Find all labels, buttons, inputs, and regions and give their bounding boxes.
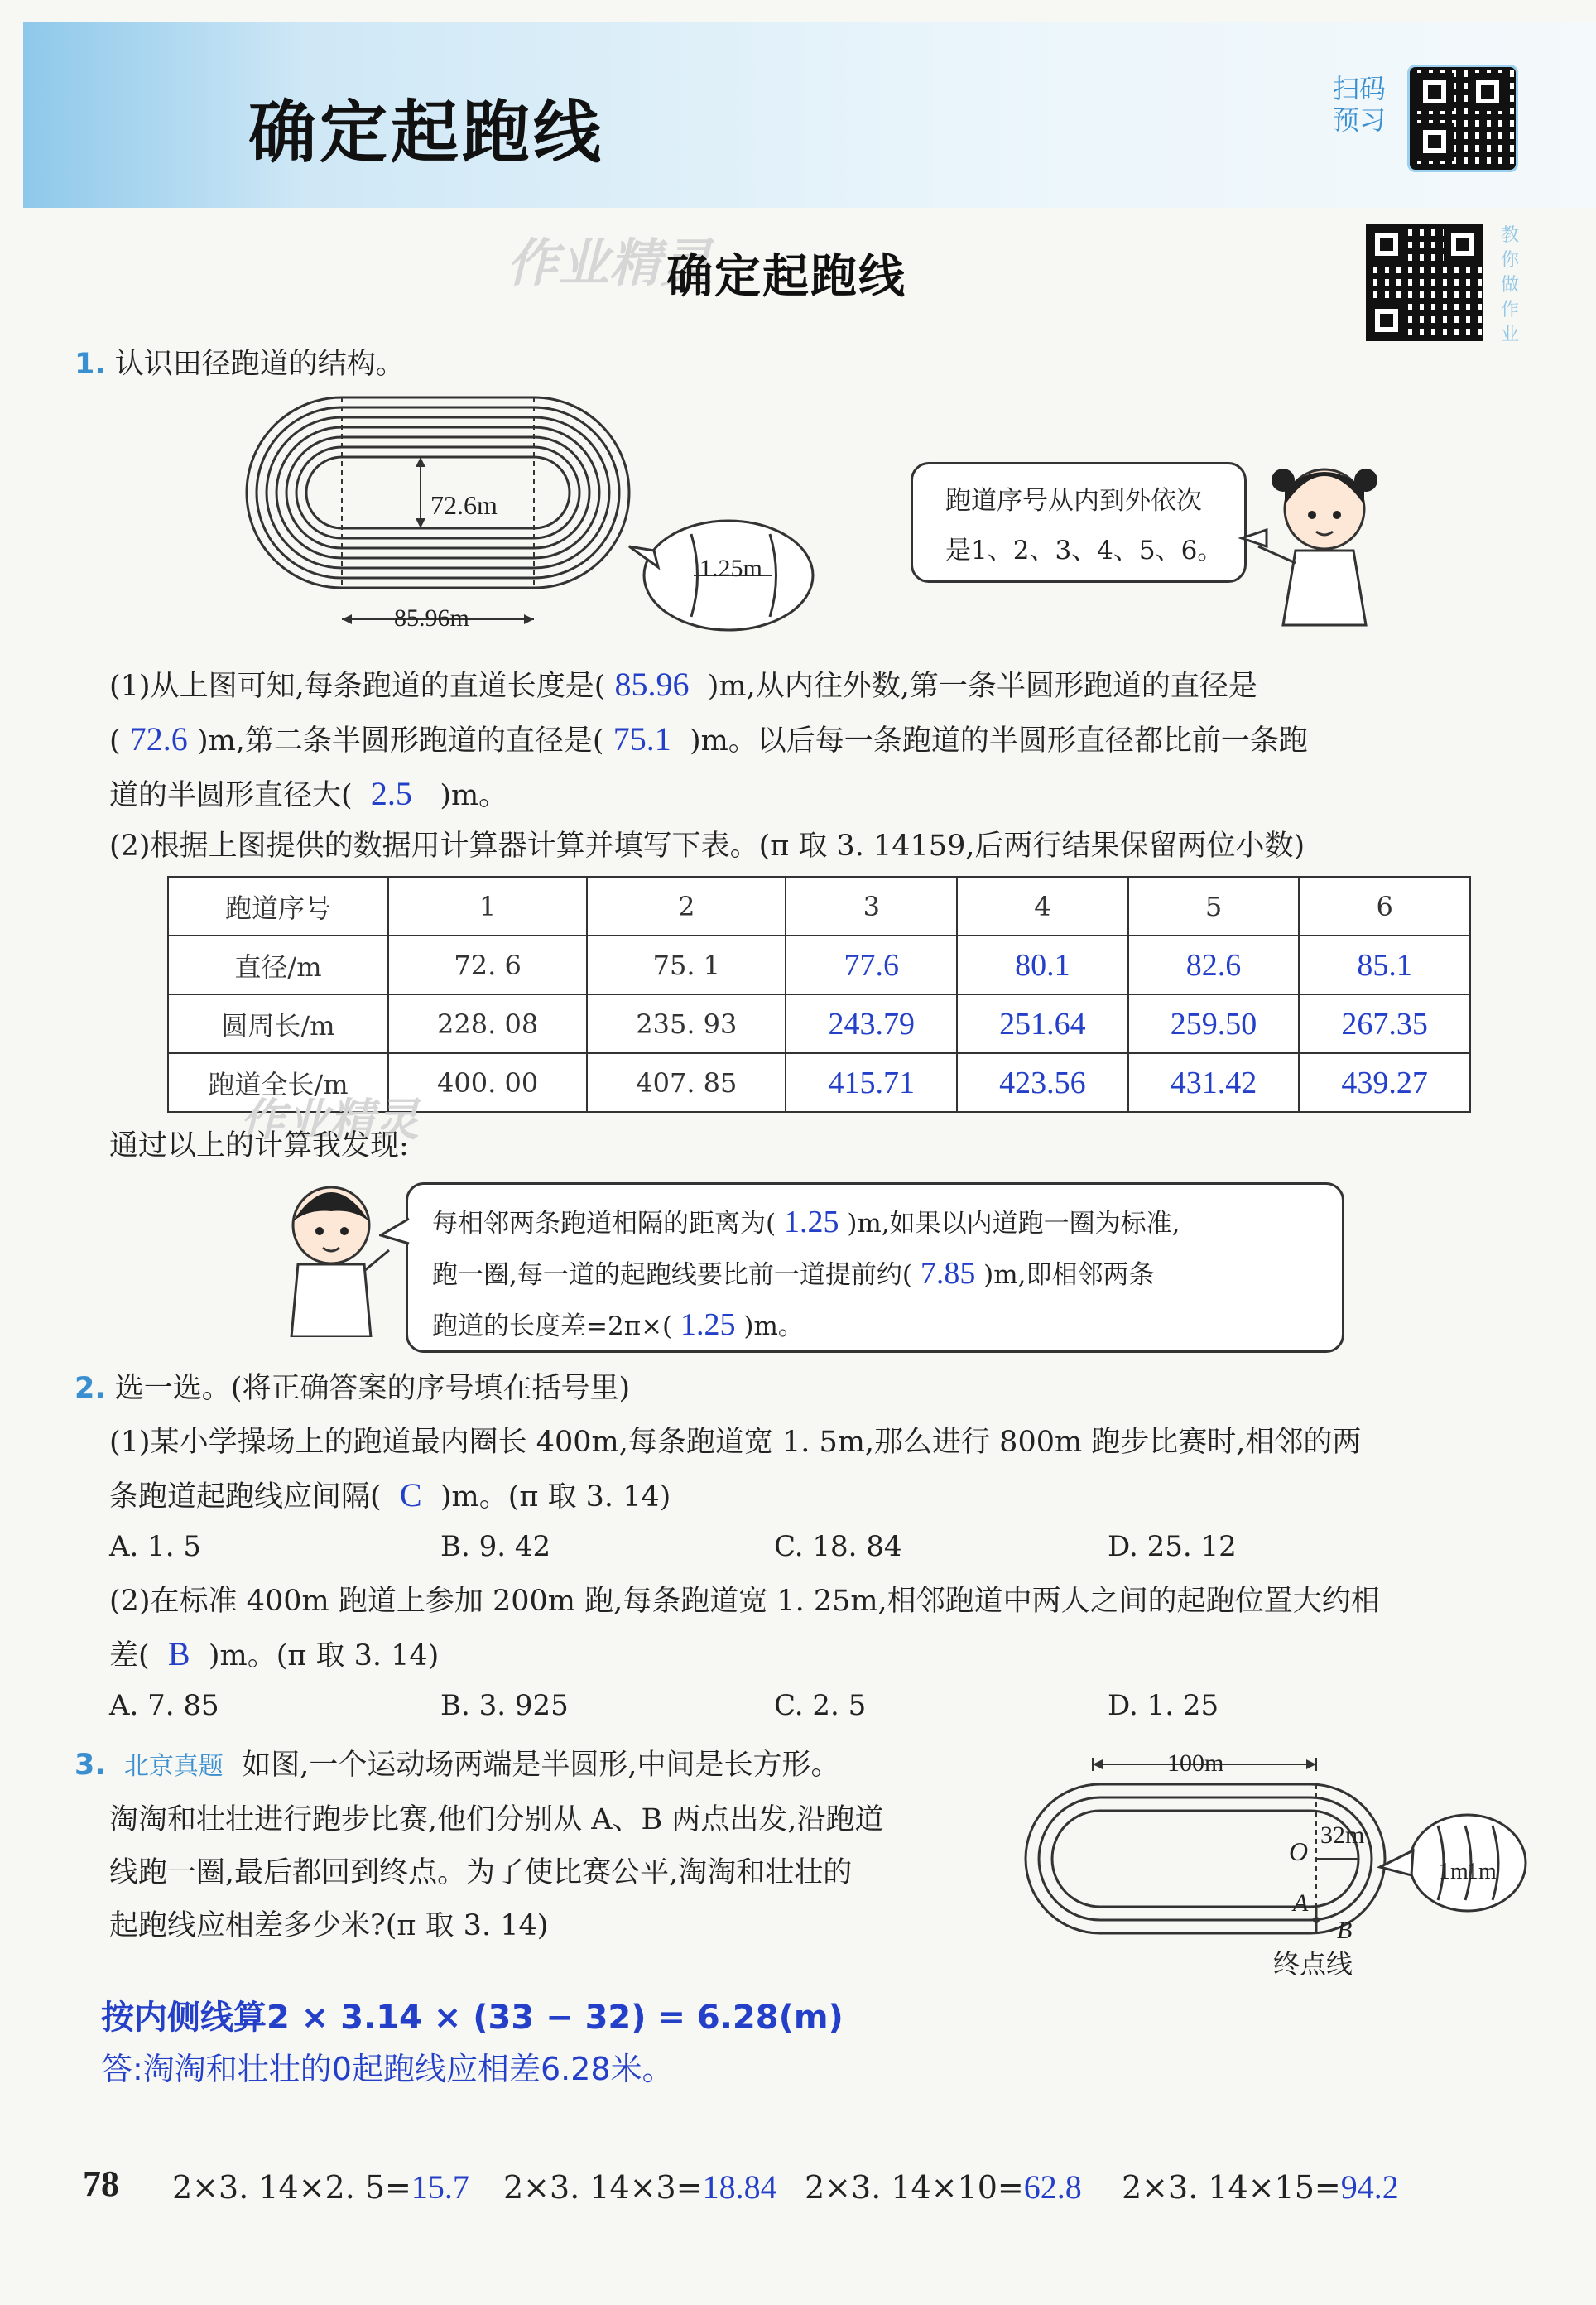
answer-blank[interactable]: 85.96 [614, 666, 690, 703]
footer-calc: 2×3. 14×10=62.8 [805, 2168, 1082, 2206]
option: D. 1. 25 [1108, 1689, 1219, 1722]
answer-blank[interactable]: 2.5 [370, 775, 412, 812]
answer-cell[interactable]: 251.64 [957, 994, 1128, 1053]
q2-part2: (2)在标准 400m 跑道上参加 200m 跑,每条跑道宽 1. 25m,相邻跑道中两人之间的起跑位置大约相 差( B )m。(π 取 3. 14) [109, 1585, 1380, 1672]
footer-calc: 2×3. 14×3=18.84 [503, 2168, 777, 2206]
girl-character-icon [1233, 447, 1399, 629]
answer-cell[interactable]: 423.56 [957, 1053, 1128, 1112]
table-row: 直径/m 72. 6 75. 1 77.6 80.1 82.6 85.1 [168, 936, 1470, 994]
page-title: 确定起跑线 [248, 94, 605, 172]
answer-blank[interactable]: 75.1 [613, 720, 671, 758]
boy-character-icon [273, 1172, 406, 1337]
q2-title: 2. 选一选。(将正确答案的序号填在括号里) [75, 1372, 631, 1405]
qr-corner-icon [1444, 225, 1482, 263]
answer-cell[interactable]: 80.1 [957, 936, 1128, 994]
q1-part1: (1)从上图可知,每条跑道的直道长度是( 85.96 )m,从内往外数,第一条半圆形跑道的直径是 ( 72.6 )m,第二条半圆形跑道的直径是( 75.1 )m。以后每一条跑道的半圆形直径都比前一条跑 道的半圆形直径大( 2.5 )m。 [109, 666, 1308, 812]
answer-blank[interactable]: 1.25 [680, 1307, 736, 1342]
option: D. 25. 12 [1108, 1530, 1237, 1563]
label-A: A [1293, 1889, 1309, 1917]
watermark: 作业精灵 [240, 1094, 419, 1146]
answer-cell[interactable]: 77.6 [786, 936, 957, 994]
side-label: 教 你 做 作 业 [1500, 225, 1519, 345]
footer-calc: 2×3. 14×2. 5=15.7 [172, 2168, 469, 2206]
q3-solution[interactable]: 按内侧线算2 × 3.14 × (33 − 32) = 6.28(m) [101, 1999, 844, 2037]
option: A. 1. 5 [109, 1530, 202, 1563]
qr-corner-icon [1368, 301, 1406, 339]
watermark: 作业精灵 [507, 233, 713, 293]
table-row: 跑道序号 1 2 3 4 5 6 [168, 877, 1470, 936]
answer-cell[interactable]: 431.42 [1128, 1053, 1300, 1112]
label-lane-width: 1.25m [699, 555, 762, 582]
table-row: 圆周长/m 228. 08 235. 93 243.79 251.64 259.50 267.35 [168, 994, 1470, 1053]
answer-cell[interactable]: 415.71 [786, 1053, 957, 1112]
option: A. 7. 85 [109, 1689, 219, 1722]
label-O: O [1289, 1836, 1309, 1866]
label-lane1: 1m [1439, 1859, 1469, 1884]
label-radius: 32m [1320, 1821, 1365, 1849]
track-diagram [240, 389, 820, 638]
answer-cell[interactable]: 243.79 [786, 994, 957, 1053]
option: C. 18. 84 [774, 1530, 902, 1563]
answer-blank[interactable]: 7.85 [920, 1256, 976, 1291]
qr-corner-icon [1368, 225, 1406, 263]
qr-corner-icon [1416, 73, 1454, 111]
q3-answer[interactable]: 答:淘淘和壮壮的0起跑线应相差6.28米。 [101, 2051, 674, 2087]
option: C. 2. 5 [774, 1689, 867, 1722]
q1-part2: (2)根据上图提供的数据用计算器计算并填写下表。(π 取 3. 14159,后两行结果保留两位小数) [109, 830, 1305, 863]
qr-corner-icon [1416, 123, 1454, 161]
answer-cell[interactable]: 82.6 [1128, 936, 1300, 994]
label-diameter: 72.6m [430, 490, 498, 520]
label-length: 100m [1167, 1749, 1224, 1777]
option: B. 9. 42 [440, 1530, 551, 1563]
answer-cell[interactable]: 439.27 [1299, 1053, 1470, 1112]
answer-blank[interactable]: 72.6 [129, 720, 188, 758]
q2-part1: (1)某小学操场上的跑道最内圈长 400m,每条跑道宽 1. 5m,那么进行 800m 跑步比赛时,相邻的两 条跑道起跑线应间隔( C )m。(π 取 3. 14) [109, 1426, 1362, 1513]
section-title: 确定起跑线 [666, 250, 906, 304]
answer-blank[interactable]: 1.25 [783, 1205, 839, 1239]
table-row: 跑道全长/m 400. 00 407. 85 415.71 423.56 431.42 439.27 [168, 1053, 1470, 1112]
option: B. 3. 925 [440, 1689, 569, 1722]
q3-body: 3. 北京真题 如图,一个运动场两端是半圆形,中间是长方形。 淘淘和壮壮进行跑步比赛,他们分别从 A、B 两点出发,沿跑道 线跑一圈,最后都回到终点。为了使比赛公平,淘淘和壮壮的 起跑线应相差多少米?(π 取 3. 14) [75, 1749, 884, 1942]
data-table [167, 876, 1471, 1113]
answer-cell[interactable]: 259.50 [1128, 994, 1300, 1053]
qr-corner-icon [1469, 73, 1507, 111]
label-lane2: 1m [1467, 1859, 1497, 1884]
answer-cell[interactable]: 85.1 [1299, 936, 1470, 994]
answer-cell[interactable]: 267.35 [1299, 994, 1470, 1053]
page-number: 78 [83, 2163, 119, 2204]
answer-blank[interactable]: C [399, 1476, 422, 1513]
label-straight: 85.96m [394, 604, 469, 632]
scan-label: 扫码 预习 [1333, 73, 1387, 136]
answer-blank[interactable]: B [167, 1635, 190, 1672]
q1-title: 1. 认识田径跑道的结构。 [75, 348, 405, 381]
discover-label: 通过以上的计算我发现: [109, 1129, 409, 1162]
footer-calc: 2×3. 14×15=94.2 [1122, 2168, 1399, 2206]
label-finish: 终点线 [1273, 1948, 1353, 1980]
label-B: B [1337, 1917, 1353, 1944]
